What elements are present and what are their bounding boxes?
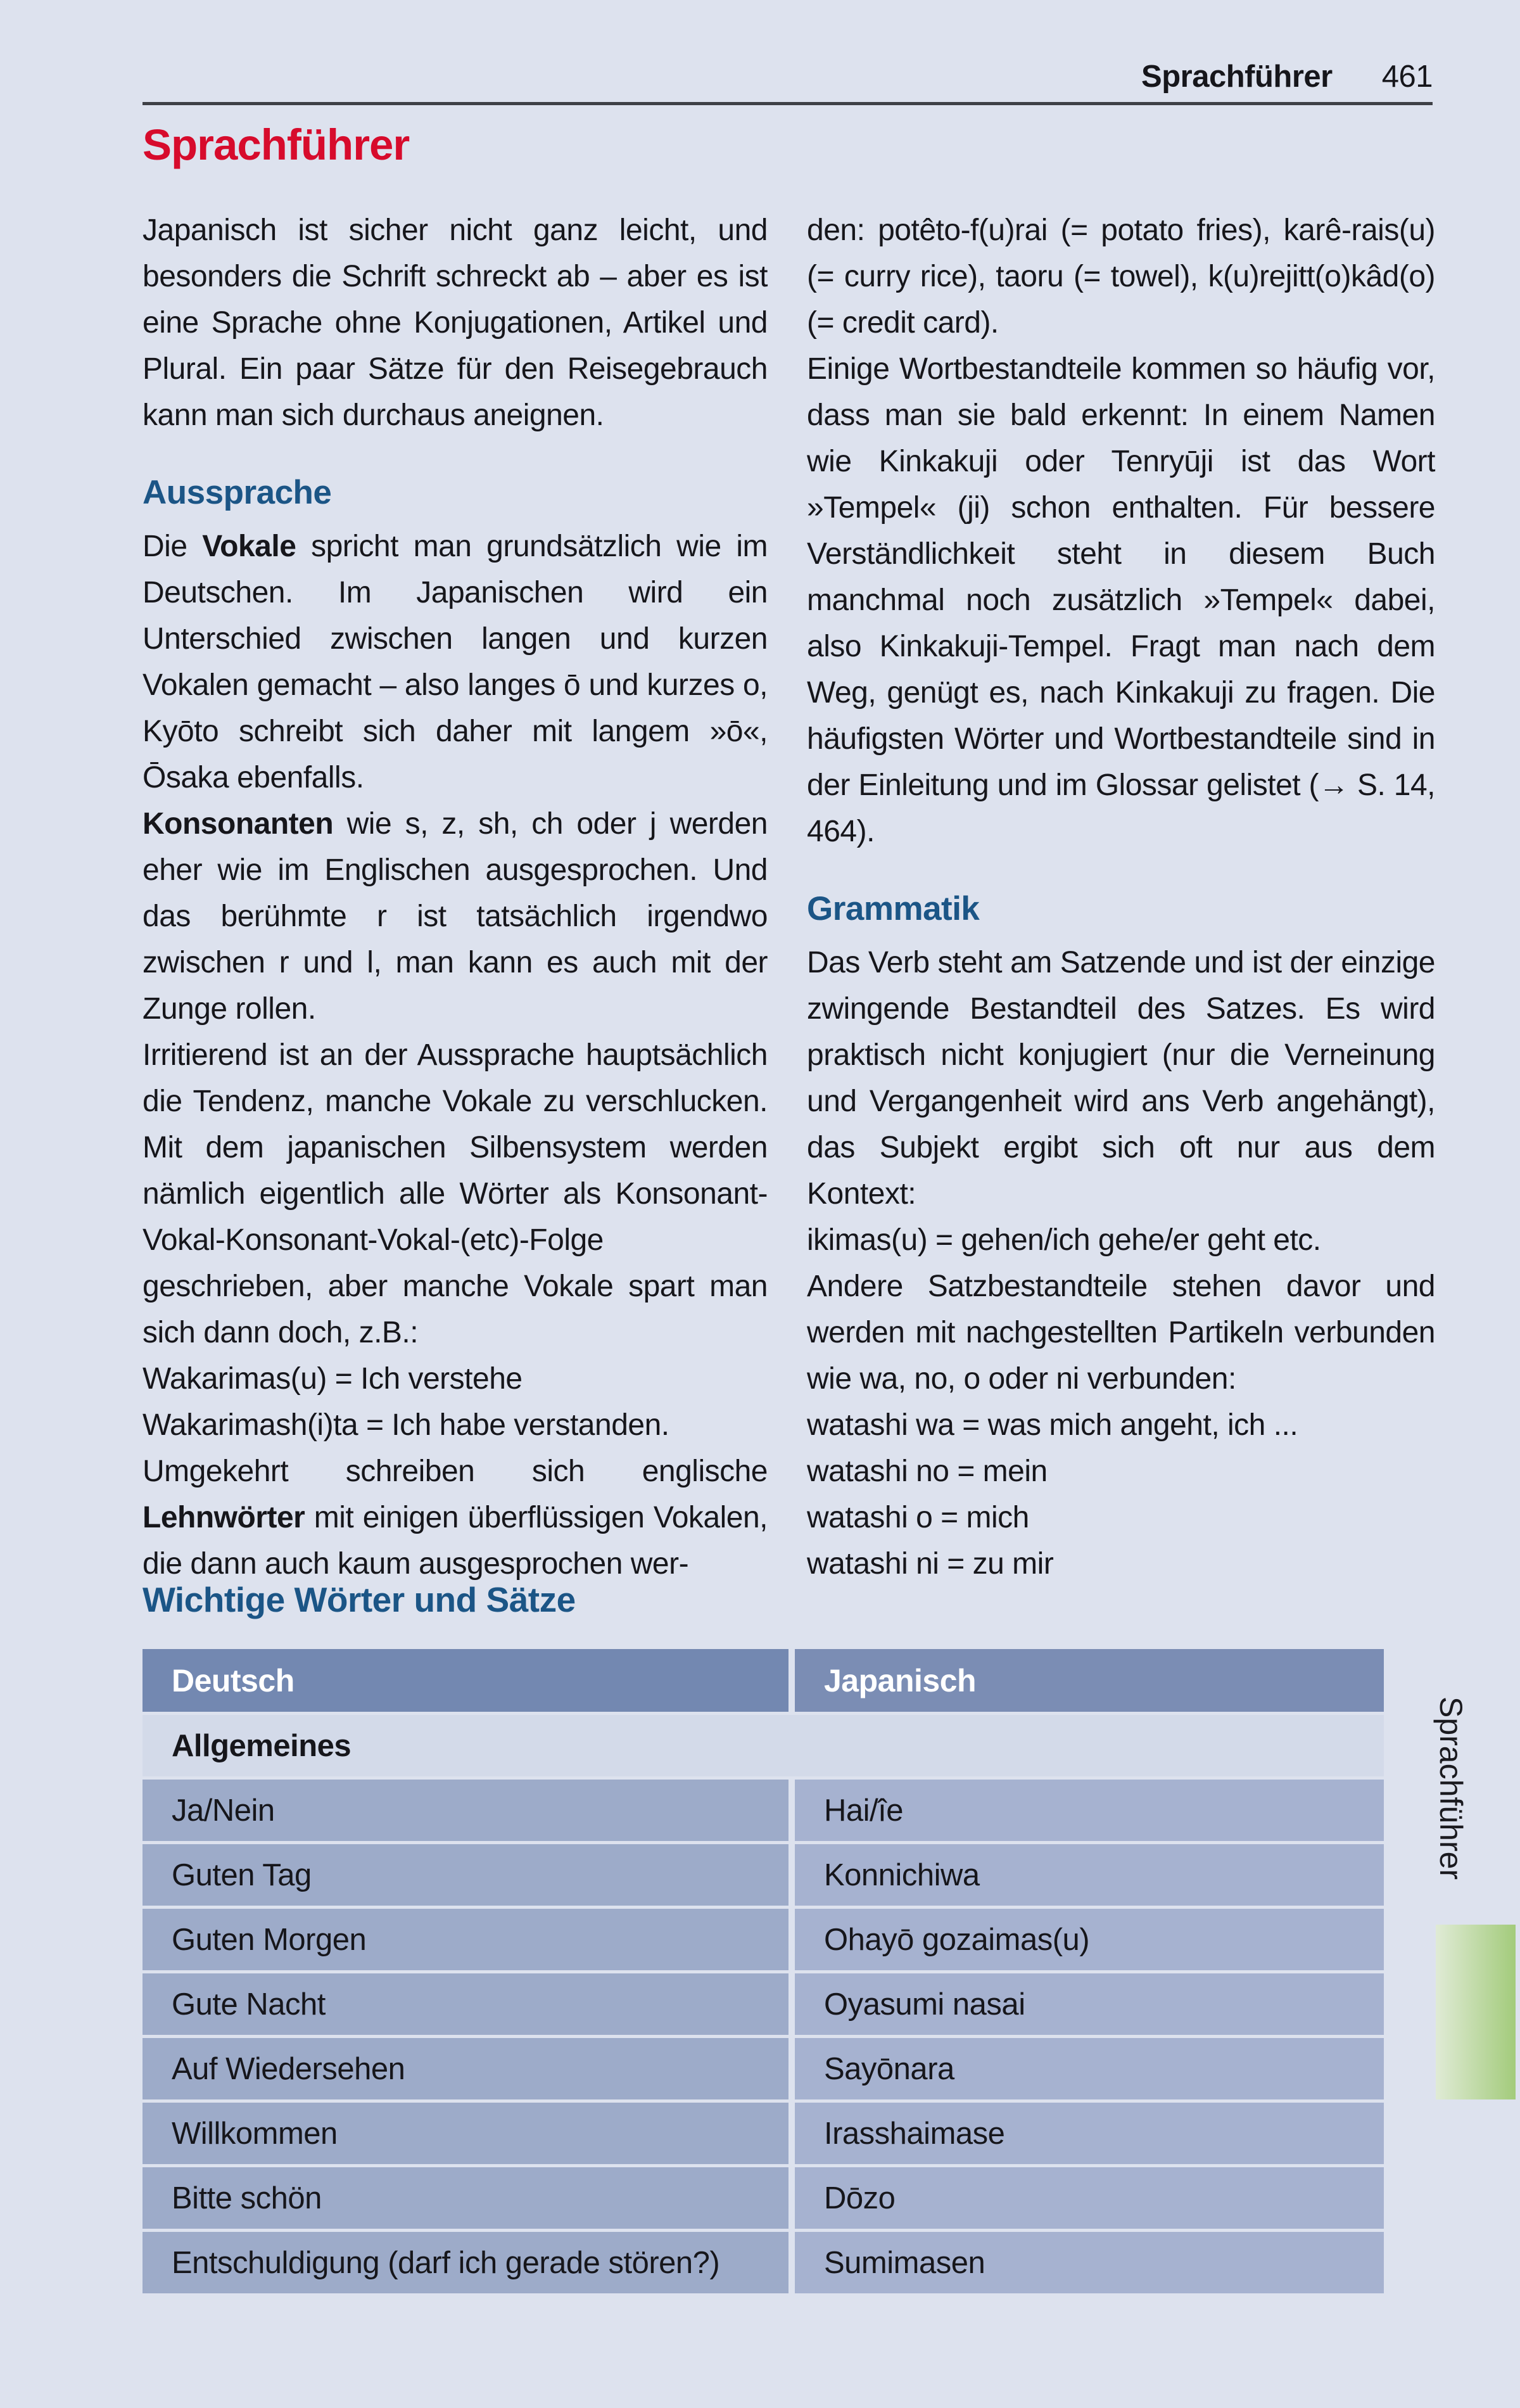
bold-vokale: Vokale (202, 530, 296, 563)
cell-de: Guten Morgen (142, 1909, 788, 1970)
right-column (807, 207, 1435, 1587)
cell-ja: Dōzo (795, 2167, 1384, 2229)
running-header-page-number: 461 (1381, 60, 1433, 94)
header-rule (142, 102, 1433, 105)
paragraph-wortbestandteile: Einige Wortbestandteile kommen so häufig vor, dass man sie bald erkennt: In einem Namen wie Kinkakuji oder Tenryūji ist das Wort »Tempel« (ji) schon enthalten. Für bessere Verständlichkeit steht in diesem Buch manchmal noch zusätzlich »Tempel« dabei, also Kinkakuji-Tempel. Fragt man nach dem Weg, genügt es, nach Kinkakuji zu fragen. Die häufigsten Wörter und Wortbestandteile sind in der Einleitung und im Glossar gelistet (→ S. 14, 464). (807, 352, 1435, 848)
column-header-japanisch: Japanisch (795, 1649, 1384, 1712)
example-watashi-wa: watashi wa = was mich angeht, ich ... (807, 1408, 1298, 1442)
cell-ja: Irasshaimase (795, 2103, 1384, 2164)
example-wakarimasu: Wakarimas(u) = Ich verstehe (142, 1362, 522, 1396)
table-group-row (142, 1715, 1384, 1776)
paragraph-lehnwoerter-continued: den: potêto-f(u)rai (= potato fries), karê-rais(u) (= curry rice), taoru (= towel), k(u)rejitt(o)kâd(o) (= credit card). (807, 213, 1435, 340)
table-row (142, 2038, 1384, 2099)
bold-lehnwoerter: Lehnwörter (142, 1501, 305, 1534)
column-header-deutsch: Deutsch (142, 1649, 788, 1712)
table-header-row (142, 1649, 1384, 1712)
cell-de: Guten Tag (142, 1844, 788, 1906)
cell-ja: Sumimasen (795, 2232, 1384, 2293)
paragraph-lehnwoerter-rest: mit einigen überflüssigen Vokalen, die dann auch kaum ausgesprochen wer- (142, 1501, 768, 1581)
example-ikimasu: ikimas(u) = gehen/ich gehe/er geht etc. (807, 1223, 1321, 1257)
example-watashi-ni: watashi ni = zu mir (807, 1547, 1054, 1581)
cell-de: Gute Nacht (142, 1973, 788, 2035)
cell-ja: Hai/îe (795, 1780, 1384, 1841)
paragraph-lehnwoerter (142, 1448, 768, 1587)
heading-aussprache: Aussprache (142, 474, 332, 511)
paragraph-konsonanten (142, 801, 768, 1032)
bold-konsonanten: Konsonanten (142, 807, 334, 841)
running-header-title: Sprachführer (1141, 60, 1333, 94)
paragraph-vokale-text: Die (142, 530, 203, 563)
paragraph-verb: Das Verb steht am Satzende und ist der einzige zwingende Bestandteil des Satzes. Es wird praktisch nicht konjugiert (nur die Verneinung und Vergangenheit wird ans Verb angehängt), das Subjekt ergibt sich oft nur aus dem Kontext: (807, 946, 1435, 1211)
cell-de: Ja/Nein (142, 1780, 788, 1841)
paragraph-silbensystem: Irritierend ist an der Aussprache hauptsächlich die Tendenz, manche Vokale zu verschlucken. Mit dem japanischen Silbensystem werden nämlich eigentlich alle Wörter als Konsonant-Vokal-Konsonant-Vokal-(etc)-Folge geschrieben, aber manche Vokale spart man sich dann doch, z.B.: (142, 1038, 768, 1349)
cell-ja: Konnichiwa (795, 1844, 1384, 1906)
paragraph-konsonanten-rest: wie s, z, sh, ch oder j werden eher wie im Englischen ausgesprochen. Und das berühmte r ist tatsächlich irgendwo zwischen r und l, man kann es auch mit der Zunge rollen. (142, 807, 768, 1026)
table-row (142, 2167, 1384, 2229)
table-row (142, 1973, 1384, 2035)
example-watashi-no: watashi no = mein (807, 1455, 1048, 1488)
table-row (142, 1780, 1384, 1841)
cell-ja: Oyasumi nasai (795, 1973, 1384, 2035)
paragraph-vokale-rest: spricht man grundsätzlich wie im Deutschen. Im Japanischen wird ein Unterschied zwischen langen und kurzen Vokalen gemacht – also langes ō und kurzes o, Kyōto schreibt sich daher mit langem »ō«, Ōsaka ebenfalls. (142, 530, 768, 794)
cell-de: Bitte schön (142, 2167, 788, 2229)
paragraph-lehnwoerter-text: Umgekehrt schreiben sich englische (142, 1455, 768, 1488)
section-tab-green (1436, 1925, 1516, 2099)
example-watashi-o: watashi o = mich (807, 1501, 1029, 1534)
cell-ja: Ohayō gozaimas(u) (795, 1909, 1384, 1970)
cell-ja: Sayōnara (795, 2038, 1384, 2099)
paragraph-partikeln: Andere Satzbestandteile stehen davor und werden mit nachgestellten Partikeln verbunden wie wa, no, o oder ni verbunden: (807, 1270, 1435, 1396)
left-column (142, 207, 768, 1587)
running-header (1141, 59, 1433, 94)
paragraph-vokale (142, 523, 768, 801)
intro-paragraph: Japanisch ist sicher nicht ganz leicht, und besonders die Schrift schreckt ab – aber es ist eine Sprache ohne Konjugationen, Artikel und Plural. Ein paar Sätze für den Reisegebrauch kann man sich durchaus aneignen. (142, 213, 768, 432)
page-title: Sprachführer (142, 120, 410, 169)
table-row (142, 1909, 1384, 1970)
cell-de: Auf Wiedersehen (142, 2038, 788, 2099)
table-row (142, 1844, 1384, 1906)
group-label: Allgemeines (142, 1715, 1384, 1776)
table-row (142, 2103, 1384, 2164)
cell-de: Entschuldigung (darf ich gerade stören?) (142, 2232, 788, 2293)
sidebar-vertical-label: Sprachführer (1433, 1697, 1469, 1880)
phrase-table (142, 1649, 1384, 2293)
phrase-table-heading: Wichtige Wörter und Sätze (142, 1580, 576, 1619)
cell-de: Willkommen (142, 2103, 788, 2164)
heading-grammatik: Grammatik (807, 890, 980, 927)
example-wakarimashita: Wakarimash(i)ta = Ich habe verstanden. (142, 1408, 669, 1442)
table-row (142, 2232, 1384, 2293)
